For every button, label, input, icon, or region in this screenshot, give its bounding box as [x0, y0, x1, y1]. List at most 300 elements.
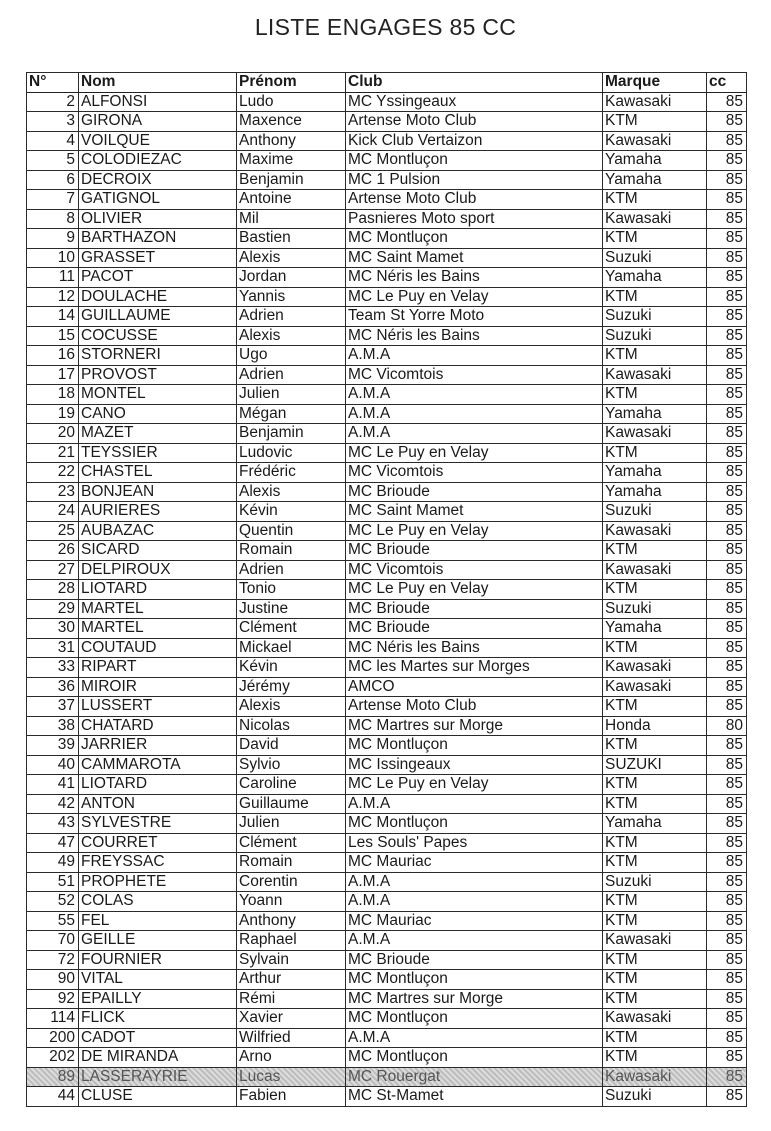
- cell-num: 4: [27, 131, 79, 151]
- cell-club: MC Martres sur Morge: [346, 716, 603, 736]
- cell-nom: OLIVIER: [79, 209, 237, 229]
- cell-club: MC St-Mamet: [346, 1087, 603, 1107]
- cell-prenom: Xavier: [237, 1009, 346, 1029]
- cell-nom: ANTON: [79, 794, 237, 814]
- cell-prenom: Corentin: [237, 872, 346, 892]
- cell-prenom: Ludovic: [237, 443, 346, 463]
- cell-num: 39: [27, 736, 79, 756]
- cell-cc: 85: [707, 658, 747, 678]
- table-row: [27, 92, 747, 112]
- cell-club: MC Mauriac: [346, 853, 603, 873]
- cell-cc: 85: [707, 1009, 747, 1029]
- cell-cc: 85: [707, 404, 747, 424]
- cell-club: MC Montluçon: [346, 151, 603, 171]
- cell-marque: KTM: [603, 892, 707, 912]
- table-row: [27, 1028, 747, 1048]
- cell-nom: CLUSE: [79, 1087, 237, 1107]
- cell-cc: 85: [707, 248, 747, 268]
- cell-marque: Suzuki: [603, 502, 707, 522]
- cell-nom: GUILLAUME: [79, 307, 237, 327]
- table-row: [27, 502, 747, 522]
- table-row: [27, 853, 747, 873]
- table-row: [27, 833, 747, 853]
- cell-prenom: Ludo: [237, 92, 346, 112]
- cell-cc: 85: [707, 463, 747, 483]
- table-row: [27, 736, 747, 756]
- cell-prenom: Tonio: [237, 580, 346, 600]
- cell-cc: 85: [707, 638, 747, 658]
- table-row: [27, 424, 747, 444]
- cell-cc: 85: [707, 970, 747, 990]
- cell-num: 18: [27, 385, 79, 405]
- table-row: [27, 112, 747, 132]
- cell-num: 55: [27, 911, 79, 931]
- cell-nom: GIRONA: [79, 112, 237, 132]
- table-row: [27, 365, 747, 385]
- cell-num: 49: [27, 853, 79, 873]
- cell-prenom: Clément: [237, 619, 346, 639]
- cell-nom: MAZET: [79, 424, 237, 444]
- cell-num: 26: [27, 541, 79, 561]
- cell-cc: 85: [707, 482, 747, 502]
- cell-marque: Yamaha: [603, 814, 707, 834]
- cell-nom: MONTEL: [79, 385, 237, 405]
- cell-prenom: Adrien: [237, 307, 346, 327]
- cell-num: 3: [27, 112, 79, 132]
- cell-num: 17: [27, 365, 79, 385]
- cell-club: MC Saint Mamet: [346, 248, 603, 268]
- cell-prenom: Mégan: [237, 404, 346, 424]
- cell-cc: 85: [707, 853, 747, 873]
- entrants-table-container: [26, 72, 746, 1107]
- cell-cc: 85: [707, 326, 747, 346]
- cell-marque: Kawasaki: [603, 209, 707, 229]
- cell-num: 27: [27, 560, 79, 580]
- table-row: [27, 443, 747, 463]
- cell-prenom: Justine: [237, 599, 346, 619]
- cell-prenom: Mickael: [237, 638, 346, 658]
- cell-club: MC Brioude: [346, 619, 603, 639]
- table-row: [27, 229, 747, 249]
- cell-club: MC Le Puy en Velay: [346, 443, 603, 463]
- cell-nom: VOILQUE: [79, 131, 237, 151]
- cell-nom: DECROIX: [79, 170, 237, 190]
- cell-marque: SUZUKI: [603, 755, 707, 775]
- cell-prenom: Fabien: [237, 1087, 346, 1107]
- cell-prenom: Anthony: [237, 131, 346, 151]
- page-title: LISTE ENGAGES 85 CC: [254, 14, 517, 40]
- header-num: N°: [27, 73, 79, 93]
- cell-num: 25: [27, 521, 79, 541]
- cell-nom: FREYSSAC: [79, 853, 237, 873]
- cell-marque: KTM: [603, 697, 707, 717]
- cell-marque: KTM: [603, 385, 707, 405]
- cell-num: 24: [27, 502, 79, 522]
- cell-prenom: Romain: [237, 541, 346, 561]
- cell-cc: 85: [707, 541, 747, 561]
- cell-club: Artense Moto Club: [346, 697, 603, 717]
- cell-cc: 85: [707, 365, 747, 385]
- cell-club: A.M.A: [346, 931, 603, 951]
- cell-prenom: Yannis: [237, 287, 346, 307]
- cell-nom: RIPART: [79, 658, 237, 678]
- cell-nom: GRASSET: [79, 248, 237, 268]
- cell-nom: MARTEL: [79, 599, 237, 619]
- cell-marque: Yamaha: [603, 619, 707, 639]
- cell-prenom: Alexis: [237, 697, 346, 717]
- cell-club: MC Montluçon: [346, 1048, 603, 1068]
- cell-club: A.M.A: [346, 872, 603, 892]
- cell-marque: Yamaha: [603, 268, 707, 288]
- cell-cc: 85: [707, 833, 747, 853]
- cell-num: 70: [27, 931, 79, 951]
- cell-club: Pasnieres Moto sport: [346, 209, 603, 229]
- cell-num: 52: [27, 892, 79, 912]
- cell-num: 9: [27, 229, 79, 249]
- cell-nom: FLICK: [79, 1009, 237, 1029]
- cell-num: 28: [27, 580, 79, 600]
- cell-num: 22: [27, 463, 79, 483]
- cell-cc: 85: [707, 346, 747, 366]
- cell-cc: 85: [707, 619, 747, 639]
- cell-marque: KTM: [603, 950, 707, 970]
- cell-club: A.M.A: [346, 385, 603, 405]
- cell-club: MC Montluçon: [346, 970, 603, 990]
- cell-num: 15: [27, 326, 79, 346]
- cell-club: MC Saint Mamet: [346, 502, 603, 522]
- cell-cc: 85: [707, 814, 747, 834]
- cell-nom: EPAILLY: [79, 989, 237, 1009]
- cell-prenom: Maxime: [237, 151, 346, 171]
- cell-marque: KTM: [603, 580, 707, 600]
- cell-marque: KTM: [603, 229, 707, 249]
- cell-num: 41: [27, 775, 79, 795]
- table-row: [27, 1048, 747, 1068]
- cell-marque: KTM: [603, 112, 707, 132]
- cell-club: Team St Yorre Moto: [346, 307, 603, 327]
- cell-cc: 85: [707, 170, 747, 190]
- cell-prenom: Alexis: [237, 482, 346, 502]
- cell-num: 89: [27, 1067, 79, 1087]
- header-cc: cc: [707, 73, 747, 93]
- header-marque: Marque: [603, 73, 707, 93]
- cell-nom: DE MIRANDA: [79, 1048, 237, 1068]
- table-row: [27, 151, 747, 171]
- cell-nom: COURRET: [79, 833, 237, 853]
- cell-prenom: Quentin: [237, 521, 346, 541]
- table-row: [27, 794, 747, 814]
- cell-club: MC Brioude: [346, 599, 603, 619]
- cell-marque: Honda: [603, 716, 707, 736]
- cell-marque: Kawasaki: [603, 1009, 707, 1029]
- cell-nom: COLAS: [79, 892, 237, 912]
- cell-num: 30: [27, 619, 79, 639]
- cell-nom: LUSSERT: [79, 697, 237, 717]
- cell-marque: KTM: [603, 443, 707, 463]
- cell-nom: DELPIROUX: [79, 560, 237, 580]
- cell-num: 44: [27, 1087, 79, 1107]
- table-row: [27, 404, 747, 424]
- cell-prenom: Julien: [237, 385, 346, 405]
- cell-cc: 85: [707, 521, 747, 541]
- cell-cc: 85: [707, 736, 747, 756]
- cell-marque: KTM: [603, 775, 707, 795]
- cell-prenom: Adrien: [237, 365, 346, 385]
- cell-marque: Suzuki: [603, 1087, 707, 1107]
- cell-cc: 85: [707, 229, 747, 249]
- cell-prenom: David: [237, 736, 346, 756]
- cell-nom: COUTAUD: [79, 638, 237, 658]
- cell-marque: Yamaha: [603, 463, 707, 483]
- cell-club: MC Montluçon: [346, 229, 603, 249]
- cell-num: 29: [27, 599, 79, 619]
- table-row: [27, 950, 747, 970]
- table-row: [27, 580, 747, 600]
- cell-num: 20: [27, 424, 79, 444]
- cell-club: MC Le Puy en Velay: [346, 287, 603, 307]
- table-row: [27, 209, 747, 229]
- cell-prenom: Yoann: [237, 892, 346, 912]
- cell-cc: 85: [707, 443, 747, 463]
- cell-cc: 85: [707, 151, 747, 171]
- cell-club: MC Vicomtois: [346, 365, 603, 385]
- cell-prenom: Wilfried: [237, 1028, 346, 1048]
- cell-marque: KTM: [603, 970, 707, 990]
- cell-marque: Yamaha: [603, 404, 707, 424]
- cell-prenom: Rémi: [237, 989, 346, 1009]
- cell-prenom: Guillaume: [237, 794, 346, 814]
- cell-prenom: Clément: [237, 833, 346, 853]
- table-row: [27, 326, 747, 346]
- cell-num: 114: [27, 1009, 79, 1029]
- cell-nom: AURIERES: [79, 502, 237, 522]
- cell-nom: MIROIR: [79, 677, 237, 697]
- cell-nom: FEL: [79, 911, 237, 931]
- cell-prenom: Alexis: [237, 248, 346, 268]
- cell-prenom: Raphael: [237, 931, 346, 951]
- cell-num: 72: [27, 950, 79, 970]
- cell-marque: KTM: [603, 541, 707, 561]
- cell-club: MC Néris les Bains: [346, 268, 603, 288]
- table-row: [27, 716, 747, 736]
- cell-prenom: Anthony: [237, 911, 346, 931]
- table-row: [27, 287, 747, 307]
- cell-num: 31: [27, 638, 79, 658]
- cell-nom: GEILLE: [79, 931, 237, 951]
- cell-num: 16: [27, 346, 79, 366]
- table-row: [27, 1009, 747, 1029]
- cell-nom: BONJEAN: [79, 482, 237, 502]
- cell-num: 2: [27, 92, 79, 112]
- cell-num: 42: [27, 794, 79, 814]
- cell-marque: KTM: [603, 794, 707, 814]
- cell-club: MC Brioude: [346, 950, 603, 970]
- cell-cc: 85: [707, 560, 747, 580]
- cell-marque: KTM: [603, 989, 707, 1009]
- cell-nom: CAMMAROTA: [79, 755, 237, 775]
- table-row: [27, 190, 747, 210]
- cell-num: 21: [27, 443, 79, 463]
- cell-num: 5: [27, 151, 79, 171]
- cell-prenom: Caroline: [237, 775, 346, 795]
- cell-marque: Kawasaki: [603, 658, 707, 678]
- cell-cc: 85: [707, 424, 747, 444]
- cell-prenom: Lucas: [237, 1067, 346, 1087]
- cell-num: 8: [27, 209, 79, 229]
- cell-nom: LIOTARD: [79, 775, 237, 795]
- table-row: [27, 814, 747, 834]
- cell-nom: CADOT: [79, 1028, 237, 1048]
- table-body: [27, 92, 747, 1106]
- table-row: [27, 385, 747, 405]
- table-row: [27, 755, 747, 775]
- cell-prenom: Frédéric: [237, 463, 346, 483]
- cell-club: MC Le Puy en Velay: [346, 521, 603, 541]
- cell-club: Les Souls' Papes: [346, 833, 603, 853]
- cell-num: 36: [27, 677, 79, 697]
- cell-nom: VITAL: [79, 970, 237, 990]
- cell-nom: GATIGNOL: [79, 190, 237, 210]
- header-club: Club: [346, 73, 603, 93]
- cell-cc: 85: [707, 131, 747, 151]
- cell-nom: LASSERAYRIE: [79, 1067, 237, 1087]
- cell-nom: STORNERI: [79, 346, 237, 366]
- cell-prenom: Arno: [237, 1048, 346, 1068]
- cell-nom: FOURNIER: [79, 950, 237, 970]
- cell-marque: Suzuki: [603, 248, 707, 268]
- cell-num: 11: [27, 268, 79, 288]
- cell-nom: LIOTARD: [79, 580, 237, 600]
- cell-cc: 85: [707, 931, 747, 951]
- header-prenom: Prénom: [237, 73, 346, 93]
- cell-marque: KTM: [603, 736, 707, 756]
- cell-num: 12: [27, 287, 79, 307]
- cell-nom: COLODIEZAC: [79, 151, 237, 171]
- cell-cc: 80: [707, 716, 747, 736]
- cell-num: 19: [27, 404, 79, 424]
- cell-prenom: Mil: [237, 209, 346, 229]
- cell-marque: Kawasaki: [603, 677, 707, 697]
- table-row: [27, 911, 747, 931]
- cell-cc: 85: [707, 1028, 747, 1048]
- cell-marque: Kawasaki: [603, 931, 707, 951]
- table-row: [27, 346, 747, 366]
- cell-cc: 85: [707, 950, 747, 970]
- cell-nom: JARRIER: [79, 736, 237, 756]
- cell-cc: 85: [707, 502, 747, 522]
- cell-club: MC Martres sur Morge: [346, 989, 603, 1009]
- cell-marque: Suzuki: [603, 307, 707, 327]
- cell-club: MC Néris les Bains: [346, 326, 603, 346]
- cell-nom: CHATARD: [79, 716, 237, 736]
- cell-prenom: Kévin: [237, 658, 346, 678]
- cell-prenom: Sylvain: [237, 950, 346, 970]
- table-row: [27, 560, 747, 580]
- cell-marque: Kawasaki: [603, 131, 707, 151]
- table-row: [27, 599, 747, 619]
- cell-marque: KTM: [603, 833, 707, 853]
- table-row: [27, 872, 747, 892]
- cell-marque: Suzuki: [603, 872, 707, 892]
- table-row: [27, 482, 747, 502]
- cell-club: MC Néris les Bains: [346, 638, 603, 658]
- cell-marque: KTM: [603, 853, 707, 873]
- cell-club: MC Rouergat: [346, 1067, 603, 1087]
- table-row: [27, 619, 747, 639]
- cell-cc: 85: [707, 755, 747, 775]
- cell-club: MC les Martes sur Morges: [346, 658, 603, 678]
- cell-cc: 85: [707, 190, 747, 210]
- cell-num: 38: [27, 716, 79, 736]
- cell-prenom: Romain: [237, 853, 346, 873]
- cell-club: MC 1 Pulsion: [346, 170, 603, 190]
- cell-marque: Yamaha: [603, 482, 707, 502]
- cell-club: A.M.A: [346, 346, 603, 366]
- cell-num: 7: [27, 190, 79, 210]
- cell-club: MC Montluçon: [346, 814, 603, 834]
- cell-cc: 85: [707, 1067, 747, 1087]
- cell-cc: 85: [707, 268, 747, 288]
- cell-club: A.M.A: [346, 892, 603, 912]
- cell-num: 43: [27, 814, 79, 834]
- cell-prenom: Arthur: [237, 970, 346, 990]
- cell-club: MC Vicomtois: [346, 463, 603, 483]
- cell-cc: 85: [707, 92, 747, 112]
- cell-num: 23: [27, 482, 79, 502]
- cell-cc: 85: [707, 287, 747, 307]
- cell-club: MC Vicomtois: [346, 560, 603, 580]
- cell-num: 47: [27, 833, 79, 853]
- cell-cc: 85: [707, 385, 747, 405]
- cell-prenom: Benjamin: [237, 424, 346, 444]
- table-row: [27, 775, 747, 795]
- cell-cc: 85: [707, 872, 747, 892]
- cell-marque: Kawasaki: [603, 1067, 707, 1087]
- cell-prenom: Bastien: [237, 229, 346, 249]
- cell-cc: 85: [707, 697, 747, 717]
- cell-club: MC Brioude: [346, 482, 603, 502]
- table-header-row: [27, 73, 747, 93]
- cell-cc: 85: [707, 1087, 747, 1107]
- table-row: [27, 463, 747, 483]
- cell-prenom: Jordan: [237, 268, 346, 288]
- cell-club: A.M.A: [346, 1028, 603, 1048]
- cell-nom: AUBAZAC: [79, 521, 237, 541]
- cell-cc: 85: [707, 580, 747, 600]
- cell-nom: BARTHAZON: [79, 229, 237, 249]
- cell-club: MC Mauriac: [346, 911, 603, 931]
- table-row: [27, 1067, 747, 1087]
- cell-num: 92: [27, 989, 79, 1009]
- cell-club: MC Montluçon: [346, 736, 603, 756]
- cell-prenom: Benjamin: [237, 170, 346, 190]
- cell-prenom: Jérémy: [237, 677, 346, 697]
- cell-nom: CHASTEL: [79, 463, 237, 483]
- cell-num: 90: [27, 970, 79, 990]
- cell-marque: Kawasaki: [603, 521, 707, 541]
- cell-num: 40: [27, 755, 79, 775]
- cell-cc: 85: [707, 677, 747, 697]
- cell-club: Artense Moto Club: [346, 112, 603, 132]
- table-row: [27, 521, 747, 541]
- table-row: [27, 1087, 747, 1107]
- cell-marque: Suzuki: [603, 599, 707, 619]
- table-row: [27, 931, 747, 951]
- table-row: [27, 658, 747, 678]
- cell-nom: DOULACHE: [79, 287, 237, 307]
- cell-prenom: Kévin: [237, 502, 346, 522]
- table-row: [27, 541, 747, 561]
